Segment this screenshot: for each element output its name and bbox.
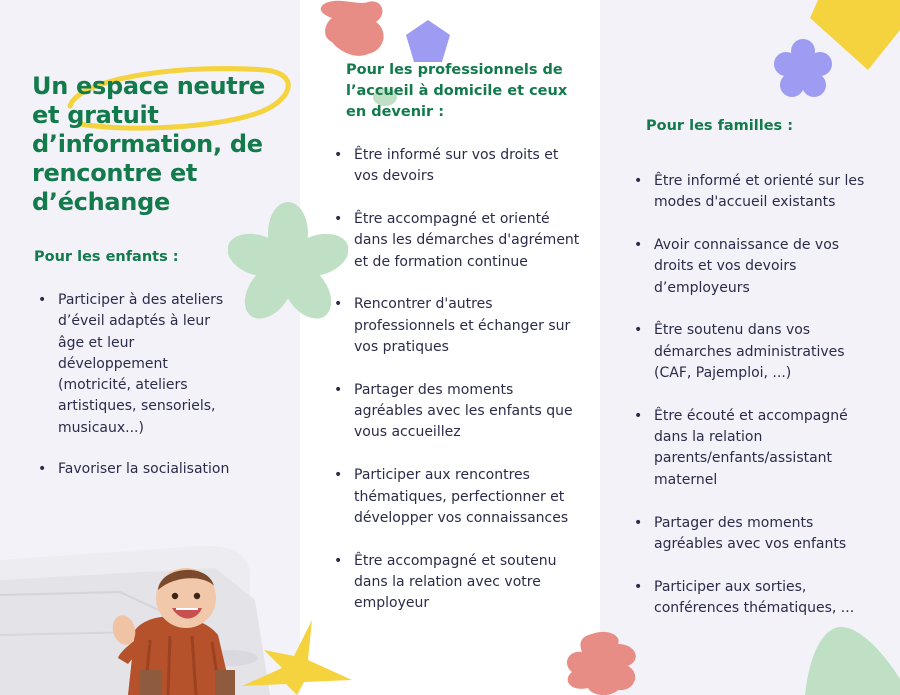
page-title: Un espace neutre et gratuit d’information, de rencontre et d’échange <box>32 72 265 216</box>
list-item: • Partager des moments agréables avec les enfants que vous accueillez <box>330 380 585 444</box>
professionals-list <box>330 145 585 615</box>
list-item: • Participer aux sorties, conférences thématiques, ... <box>630 577 880 620</box>
list-item: • Être écouté et accompagné dans la relation parents/enfants/assistant maternel <box>630 406 880 491</box>
list-item: • Avoir connaissance de vos droits et vos devoirs d’employeurs <box>630 235 880 299</box>
list-item: • Être accompagné et orienté dans les démarches d'agrément et de formation continue <box>330 209 585 273</box>
list-item: • Être informé et orienté sur les modes d'accueil existants <box>630 171 880 214</box>
list-item: • Être informé sur vos droits et vos devoirs <box>330 145 585 188</box>
list-item: • Partager des moments agréables avec vos enfants <box>630 513 880 556</box>
blob-pink-top-icon <box>318 0 390 62</box>
star-yellow-icon <box>242 620 352 695</box>
professionals-heading: Pour les professionnels de l’accueil à domicile et ceux en devenir : <box>346 62 568 120</box>
list-item: • Rencontrer d'autres professionnels et échanger sur vos pratiques <box>330 294 585 358</box>
families-list <box>630 171 880 619</box>
children-heading: Pour les enfants : <box>34 249 179 265</box>
families-heading: Pour les familles : <box>646 118 794 134</box>
shape-green-corner-icon <box>805 625 900 695</box>
flower-lilac-icon <box>772 38 834 100</box>
list-item: • Favoriser la socialisation <box>34 459 234 480</box>
list-item: • Participer aux rencontres thématiques, perfectionner et développer vos connaissances <box>330 465 585 529</box>
baby-photo <box>0 540 275 695</box>
list-item: • Être accompagné et soutenu dans la relation avec votre employeur <box>330 551 585 615</box>
list-item: • Être soutenu dans vos démarches administratives (CAF, Pajemploi, ...) <box>630 320 880 384</box>
children-list <box>34 290 234 480</box>
pentagon-lilac-icon <box>404 18 452 64</box>
blob-pink-bottom-icon <box>562 630 642 695</box>
list-item: • Participer à des ateliers d’éveil adaptés à leur âge et leur développement (motricité, ateliers artistiques, sensoriels, musicaux...) <box>34 290 234 439</box>
